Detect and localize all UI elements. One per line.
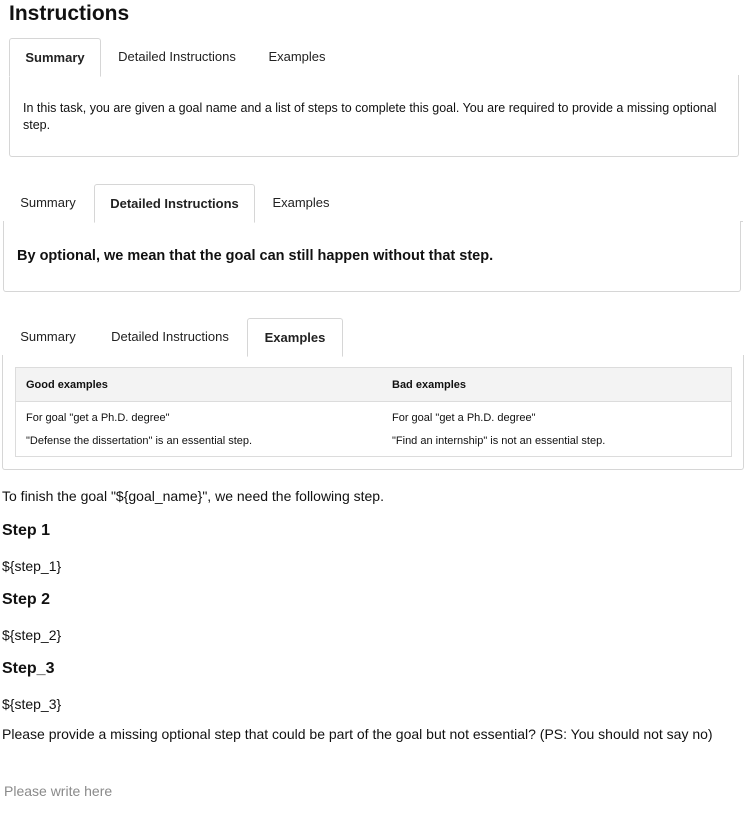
tab-examples[interactable]: Examples — [272, 195, 330, 210]
tab-examples[interactable]: Examples — [247, 318, 343, 357]
tab-detailed-instructions[interactable]: Detailed Instructions — [94, 184, 255, 223]
question-text: Please provide a missing optional step that could be part of the goal but not essential? (PS: You should not say no) — [2, 726, 713, 742]
step-1-value: ${step_1} — [2, 558, 62, 574]
step-2-value: ${step_2} — [2, 627, 62, 643]
tab-examples[interactable]: Examples — [268, 49, 326, 64]
page-title: Instructions — [9, 2, 130, 25]
table-cell: "Defense the dissertation" is an essential step. — [26, 434, 253, 447]
tab-summary[interactable]: Summary — [20, 195, 76, 210]
tab-detailed-instructions[interactable]: Detailed Instructions — [111, 329, 229, 344]
step-3-value: ${step_3} — [2, 696, 62, 712]
answer-input[interactable] — [2, 780, 606, 816]
step-3-title: Step_3 — [2, 660, 55, 677]
tab-bar-examples-block — [2, 318, 744, 356]
detailed-panel — [3, 221, 741, 292]
column-header-good: Good examples — [16, 368, 383, 402]
tab-summary[interactable]: Summary — [9, 38, 101, 77]
detailed-instructions-text: By optional, we mean that the goal can still happen without that step. — [17, 248, 494, 264]
column-header-bad: Bad examples — [382, 368, 732, 402]
table-cell: For goal "get a Ph.D. degree" — [392, 411, 536, 424]
tab-bar-detailed-block — [3, 184, 743, 222]
tab-detailed-instructions[interactable]: Detailed Instructions — [118, 49, 236, 64]
table-row — [16, 402, 732, 430]
examples-table — [15, 367, 732, 457]
examples-panel — [2, 355, 744, 470]
step-2-title: Step 2 — [2, 591, 51, 608]
summary-text: In this task, you are given a goal name and a list of steps to complete this goal. You are required to provide a missing optional step. — [23, 101, 717, 132]
step-1-title: Step 1 — [2, 522, 51, 539]
tab-bar-summary-block — [9, 38, 739, 76]
table-cell: For goal "get a Ph.D. degree" — [26, 411, 170, 424]
tab-summary[interactable]: Summary — [20, 329, 76, 344]
goal-intro-text: To finish the goal "${goal_name}", we need the following step. — [2, 488, 384, 504]
table-row — [16, 429, 732, 457]
table-cell: "Find an internship" is not an essential step. — [392, 434, 606, 447]
summary-panel — [9, 75, 739, 157]
table-header-row — [16, 368, 732, 402]
